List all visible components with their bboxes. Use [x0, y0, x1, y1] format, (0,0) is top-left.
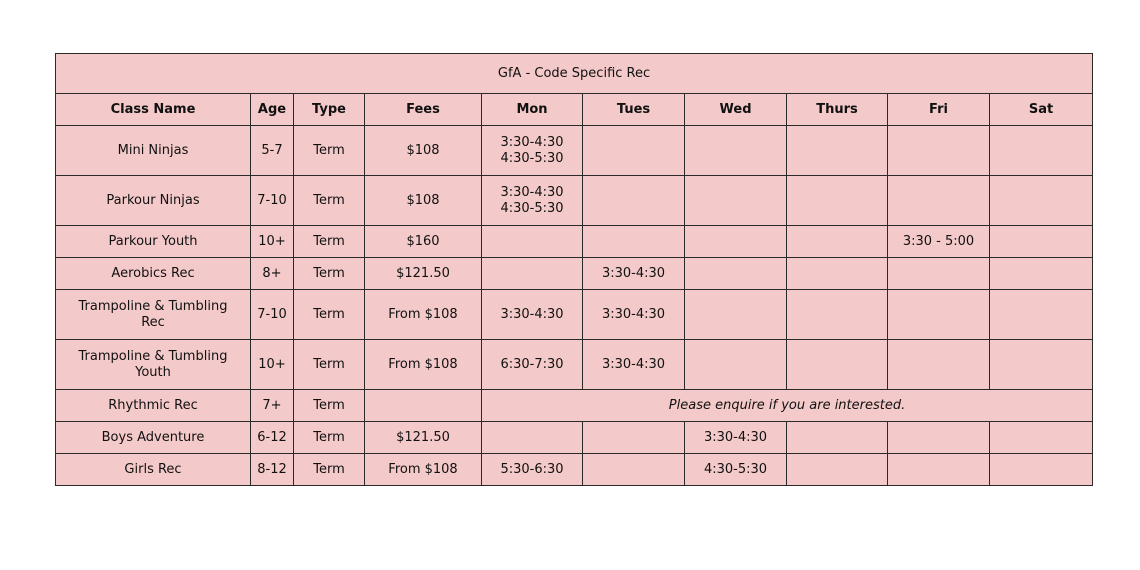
fri-cell	[888, 126, 990, 176]
tues-cell	[583, 454, 685, 486]
class-name-cell	[56, 422, 251, 454]
age-cell: 7-10	[251, 290, 294, 340]
time-slot: 6:30-7:30	[500, 356, 564, 372]
class-name-cell	[56, 126, 251, 176]
wed-cell	[685, 258, 787, 290]
thurs-cell	[787, 422, 888, 454]
table-row	[56, 290, 1093, 340]
sat-cell	[990, 258, 1093, 290]
fri-cell	[888, 422, 990, 454]
thurs-cell	[787, 340, 888, 390]
class-name: Parkour Youth	[108, 233, 198, 249]
class-name-cell	[56, 454, 251, 486]
thurs-cell	[787, 454, 888, 486]
fri-cell	[888, 226, 990, 258]
wed-cell	[685, 454, 787, 486]
header-type: Type	[294, 94, 365, 126]
table-row	[56, 176, 1093, 226]
time-slot: 4:30-5:30	[703, 461, 768, 477]
header-mon: Mon	[482, 94, 583, 126]
wed-cell	[685, 422, 787, 454]
mon-cell	[482, 258, 583, 290]
thurs-cell	[787, 226, 888, 258]
fees-cell: $121.50	[365, 422, 482, 454]
class-name-line-2: Youth	[135, 364, 171, 380]
wed-cell	[685, 340, 787, 390]
age-cell: 5-7	[251, 126, 294, 176]
class-name: Trampoline & Tumbling	[78, 298, 228, 314]
type-cell: Term	[294, 340, 365, 390]
fri-cell	[888, 340, 990, 390]
mon-cell	[482, 126, 583, 176]
class-name: Boys Adventure	[101, 429, 205, 445]
mon-cell	[482, 422, 583, 454]
sat-cell	[990, 226, 1093, 258]
header-thurs: Thurs	[787, 94, 888, 126]
time-slot: 3:30-4:30	[601, 265, 666, 281]
wed-cell	[685, 176, 787, 226]
fees-cell: From $108	[365, 340, 482, 390]
class-name: Trampoline & Tumbling	[78, 348, 228, 364]
age-cell: 10+	[251, 226, 294, 258]
class-name-line-2: Rec	[141, 314, 165, 330]
wed-cell	[685, 226, 787, 258]
table-row	[56, 422, 1093, 454]
age-cell: 6-12	[251, 422, 294, 454]
table-row	[56, 258, 1093, 290]
mon-cell	[482, 340, 583, 390]
mon-cell	[482, 226, 583, 258]
table-row	[56, 126, 1093, 176]
class-name: Girls Rec	[124, 461, 182, 477]
time-slot: 3:30-4:30	[500, 184, 564, 200]
thurs-cell	[787, 290, 888, 340]
tues-cell	[583, 422, 685, 454]
fees-cell: $108	[365, 126, 482, 176]
header-sat: Sat	[990, 94, 1093, 126]
class-name: Rhythmic Rec	[108, 397, 198, 413]
sat-cell	[990, 176, 1093, 226]
mon-cell	[482, 454, 583, 486]
fri-cell	[888, 258, 990, 290]
age-cell: 7+	[251, 390, 294, 422]
class-name-cell	[56, 340, 251, 390]
type-cell: Term	[294, 226, 365, 258]
type-cell: Term	[294, 390, 365, 422]
header-class-name: Class Name	[56, 94, 251, 126]
fees-cell: $160	[365, 226, 482, 258]
time-slot: 4:30-5:30	[500, 200, 564, 216]
table-title: GfA - Code Specific Rec	[56, 54, 1093, 94]
age-cell: 10+	[251, 340, 294, 390]
time-slot: 3:30-4:30	[601, 306, 666, 322]
table-row	[56, 340, 1093, 390]
type-cell: Term	[294, 454, 365, 486]
class-name: Parkour Ninjas	[106, 192, 200, 208]
type-cell: Term	[294, 290, 365, 340]
sat-cell	[990, 126, 1093, 176]
sat-cell	[990, 290, 1093, 340]
table-row	[56, 390, 1093, 422]
class-schedule-table	[55, 53, 1093, 486]
mon-cell	[482, 290, 583, 340]
type-cell: Term	[294, 126, 365, 176]
thurs-cell	[787, 176, 888, 226]
time-slot: 3:30-4:30	[703, 429, 768, 445]
sat-cell	[990, 422, 1093, 454]
fri-cell	[888, 176, 990, 226]
fees-cell: $121.50	[365, 258, 482, 290]
type-cell: Term	[294, 176, 365, 226]
header-row	[56, 94, 1093, 126]
age-cell: 8+	[251, 258, 294, 290]
table-row	[56, 226, 1093, 258]
age-cell: 7-10	[251, 176, 294, 226]
time-slot: 3:30-4:30	[500, 306, 564, 322]
fri-cell	[888, 454, 990, 486]
wed-cell	[685, 126, 787, 176]
class-name-cell	[56, 290, 251, 340]
class-name: Mini Ninjas	[117, 142, 189, 158]
fri-cell	[888, 290, 990, 340]
class-name-cell	[56, 390, 251, 422]
class-name-cell	[56, 226, 251, 258]
header-age: Age	[251, 94, 294, 126]
tues-cell	[583, 126, 685, 176]
sat-cell	[990, 340, 1093, 390]
header-tues: Tues	[583, 94, 685, 126]
sat-cell	[990, 454, 1093, 486]
tues-cell	[583, 258, 685, 290]
thurs-cell	[787, 258, 888, 290]
time-slot: 5:30-6:30	[500, 461, 564, 477]
fees-cell: $108	[365, 176, 482, 226]
wed-cell	[685, 290, 787, 340]
fees-cell	[365, 390, 482, 422]
type-cell: Term	[294, 258, 365, 290]
time-slot: 3:30-4:30	[500, 134, 564, 150]
header-fees: Fees	[365, 94, 482, 126]
class-name-cell	[56, 176, 251, 226]
header-wed: Wed	[685, 94, 787, 126]
time-slot: 4:30-5:30	[500, 150, 564, 166]
table-row	[56, 454, 1093, 486]
class-name: Aerobics Rec	[111, 265, 195, 281]
thurs-cell	[787, 126, 888, 176]
tues-cell	[583, 176, 685, 226]
time-slot: 3:30 - 5:00	[902, 233, 975, 249]
tues-cell	[583, 226, 685, 258]
class-name-cell	[56, 258, 251, 290]
fees-cell: From $108	[365, 290, 482, 340]
fees-cell: From $108	[365, 454, 482, 486]
age-cell: 8-12	[251, 454, 294, 486]
enquire-note: Please enquire if you are interested.	[482, 390, 1093, 422]
time-slot: 3:30-4:30	[601, 356, 666, 372]
tues-cell	[583, 290, 685, 340]
type-cell: Term	[294, 422, 365, 454]
header-fri: Fri	[888, 94, 990, 126]
tues-cell	[583, 340, 685, 390]
mon-cell	[482, 176, 583, 226]
